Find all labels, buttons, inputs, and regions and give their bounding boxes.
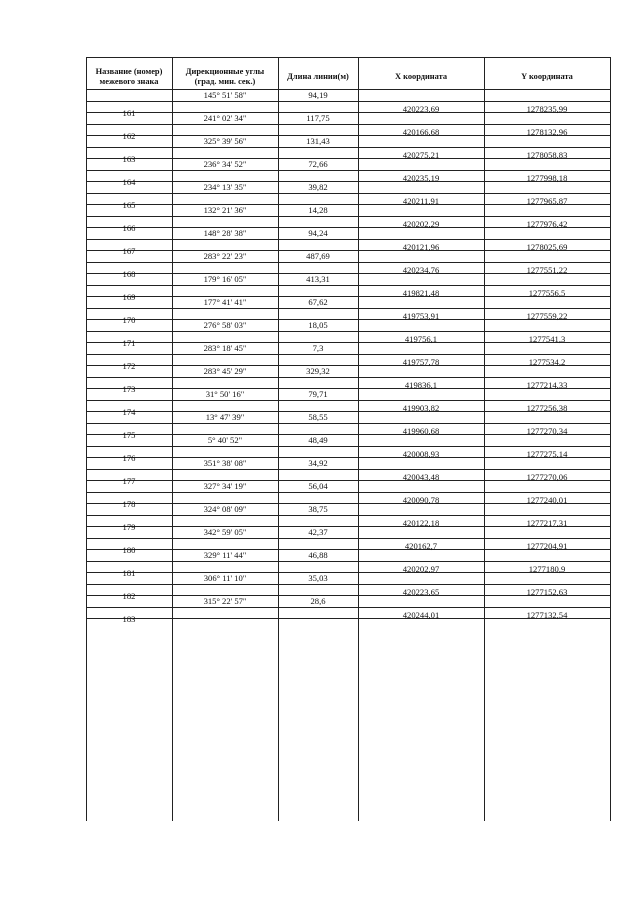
point-x: 420211,91: [402, 195, 440, 206]
segment-angle: 148° 28' 38": [203, 228, 247, 238]
point-y: 1277541,3: [528, 333, 566, 344]
segment-angle: 13° 47' 39": [205, 412, 245, 422]
segment-length: 46,88: [308, 550, 328, 560]
point-y: 1278235,99: [526, 103, 568, 114]
point-y: 1277534,2: [528, 356, 566, 367]
table-hline: [86, 170, 610, 171]
point-x: 419756,1: [404, 333, 438, 344]
point-y: 1277270,06: [526, 471, 568, 482]
table-hline: [86, 147, 610, 148]
table-hline: [86, 446, 610, 447]
header-angle-line1: Дирекционные углы: [185, 67, 265, 76]
header-x: X координата: [394, 72, 448, 81]
segment-angle: 177° 41' 41": [203, 297, 247, 307]
point-x: 420162,7: [404, 540, 438, 551]
table-hline: [86, 193, 610, 194]
point-name: 183: [122, 613, 136, 624]
point-name: 173: [122, 383, 136, 394]
point-name: 174: [122, 406, 136, 417]
segment-angle: 276° 58' 03": [203, 320, 247, 330]
segment-length: 14,28: [308, 205, 328, 215]
table-hline: [86, 124, 610, 125]
table-hline: [86, 607, 610, 608]
table-hline: [86, 400, 610, 401]
point-x: 419821,48: [402, 287, 440, 298]
point-y: 1278058,83: [526, 149, 568, 160]
point-y: 1277214,33: [526, 379, 568, 390]
segment-length: 329,32: [306, 366, 330, 376]
segment-angle: 324° 08' 09": [203, 504, 247, 514]
table-hline: [86, 57, 610, 58]
segment-length: 487,69: [306, 251, 330, 261]
segment-angle: 145° 51' 58": [203, 90, 247, 100]
table-hline: [86, 239, 610, 240]
header-angle-line2: (град. мин. сек.): [194, 77, 256, 86]
table-hline: [86, 377, 610, 378]
table-hline: [86, 538, 610, 539]
point-x: 420275,21: [402, 149, 440, 160]
point-y: 1277204,91: [526, 540, 568, 551]
segment-length: 56,04: [308, 481, 328, 491]
header-name-line1: Название (номер): [95, 67, 163, 76]
segment-length: 58,55: [308, 412, 328, 422]
table-hline: [86, 101, 610, 102]
segment-length: 35,03: [308, 573, 328, 583]
segment-angle: 283° 18' 45": [203, 343, 247, 353]
table-hline: [86, 308, 610, 309]
segment-angle: 234° 13' 35": [203, 182, 247, 192]
segment-angle: 132° 21' 36": [203, 205, 247, 215]
table-hline: [86, 561, 610, 562]
point-name: 170: [122, 314, 136, 325]
point-y: 1277551,22: [526, 264, 568, 275]
segment-angle: 351° 38' 08": [203, 458, 247, 468]
point-x: 420223,65: [402, 586, 440, 597]
point-name: 166: [122, 222, 136, 233]
segment-angle: 342° 59' 05": [203, 527, 247, 537]
point-x: 420223,69: [402, 103, 440, 114]
table-hline: [86, 584, 610, 585]
point-y: 1277556,5: [528, 287, 566, 298]
table-hline: [86, 216, 610, 217]
point-x: 419836,1: [404, 379, 438, 390]
point-y: 1277240,01: [526, 494, 568, 505]
point-name: 171: [122, 337, 136, 348]
segment-angle: 327° 34' 19": [203, 481, 247, 491]
segment-angle: 241° 02' 34": [203, 113, 247, 123]
segment-length: 413,31: [306, 274, 330, 284]
point-name: 161: [122, 107, 136, 118]
point-name: 175: [122, 429, 136, 440]
point-name: 180: [122, 544, 136, 555]
segment-length: 7,3: [312, 343, 324, 353]
segment-angle: 306° 11' 10": [203, 573, 247, 583]
point-name: 163: [122, 153, 136, 164]
table-hline: [86, 515, 610, 516]
point-y: 1278025,69: [526, 241, 568, 252]
point-y: 1277270,34: [526, 425, 568, 436]
segment-length: 131,43: [306, 136, 330, 146]
segment-angle: 283° 22' 23": [203, 251, 247, 261]
table-hline: [86, 331, 610, 332]
point-name: 172: [122, 360, 136, 371]
point-name: 176: [122, 452, 136, 463]
table-hline: [86, 262, 610, 263]
coordinates-table: [86, 57, 610, 821]
segment-length: 39,82: [308, 182, 328, 192]
point-name: 167: [122, 245, 136, 256]
point-name: 182: [122, 590, 136, 601]
point-y: 1277275,14: [526, 448, 568, 459]
segment-angle: 315° 22' 57": [203, 596, 247, 606]
segment-angle: 236° 34' 52": [203, 159, 247, 169]
point-x: 419960,68: [402, 425, 440, 436]
point-name: 169: [122, 291, 136, 302]
table-vline: [610, 57, 611, 821]
point-y: 1277217,31: [526, 517, 568, 528]
table-hline: [86, 423, 610, 424]
point-x: 420202,97: [402, 563, 440, 574]
point-x: 420008,93: [402, 448, 440, 459]
table-hline: [86, 469, 610, 470]
segment-length: 34,92: [308, 458, 328, 468]
point-y: 1277559,22: [526, 310, 568, 321]
point-x: 420166,68: [402, 126, 440, 137]
point-name: 178: [122, 498, 136, 509]
segment-length: 72,66: [308, 159, 328, 169]
segment-angle: 325° 39' 56": [203, 136, 247, 146]
segment-length: 117,75: [306, 113, 330, 123]
segment-length: 48,49: [308, 435, 328, 445]
point-x: 420235,19: [402, 172, 440, 183]
segment-length: 28,6: [310, 596, 326, 606]
point-y: 1277998,18: [526, 172, 568, 183]
table-hline: [86, 354, 610, 355]
point-y: 1277256,38: [526, 402, 568, 413]
segment-length: 42,37: [308, 527, 328, 537]
segment-angle: 5° 40' 52": [207, 435, 243, 445]
segment-angle: 31° 50' 16": [205, 389, 245, 399]
point-y: 1277976,42: [526, 218, 568, 229]
point-x: 419903,82: [402, 402, 440, 413]
table-hline: [86, 492, 610, 493]
point-name: 165: [122, 199, 136, 210]
point-x: 420234,76: [402, 264, 440, 275]
point-x: 419753,91: [402, 310, 440, 321]
point-x: 420090,78: [402, 494, 440, 505]
segment-length: 79,71: [308, 389, 328, 399]
segment-length: 18,05: [308, 320, 328, 330]
point-x: 420121,96: [402, 241, 440, 252]
point-name: 162: [122, 130, 136, 141]
point-name: 177: [122, 475, 136, 486]
point-y: 1277180,9: [528, 563, 566, 574]
header-name: [86, 67, 172, 87]
segment-length: 94,24: [308, 228, 328, 238]
point-x: 420122,18: [402, 517, 440, 528]
point-name: 168: [122, 268, 136, 279]
segment-length: 94,19: [308, 90, 328, 100]
table-hline: [86, 285, 610, 286]
segment-angle: 283° 45' 29": [203, 366, 247, 376]
point-x: 419757,78: [402, 356, 440, 367]
point-x: 420244,01: [402, 609, 440, 620]
point-name: 181: [122, 567, 136, 578]
point-y: 1278132,96: [526, 126, 568, 137]
header-angle: [172, 67, 278, 87]
point-y: 1277965,87: [526, 195, 568, 206]
segment-length: 38,75: [308, 504, 328, 514]
segment-angle: 329° 11' 44": [203, 550, 247, 560]
header-length: Длина линии(м): [287, 72, 349, 81]
header-name-line2: межевого знака: [99, 77, 159, 86]
point-name: 179: [122, 521, 136, 532]
point-y: 1277132,54: [526, 609, 568, 620]
header-y: Y координата: [521, 72, 573, 81]
point-y: 1277152,63: [526, 586, 568, 597]
segment-length: 67,62: [308, 297, 328, 307]
segment-angle: 179° 16' 05": [203, 274, 247, 284]
point-x: 420043,48: [402, 471, 440, 482]
point-name: 164: [122, 176, 136, 187]
point-x: 420202,29: [402, 218, 440, 229]
